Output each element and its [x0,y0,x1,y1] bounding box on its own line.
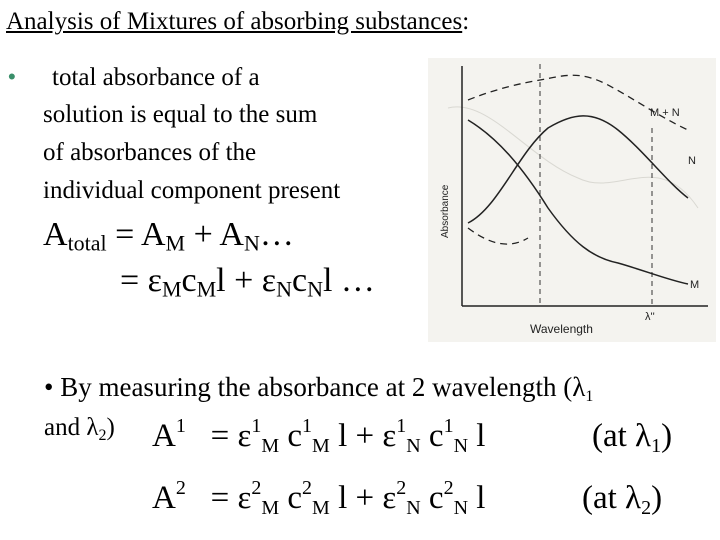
absorbance-spectrum-figure [428,58,716,342]
x-axis-label: Wavelength [530,322,593,336]
title-colon: : [462,8,470,35]
page-title [6,8,469,36]
at-lambda1-label: (at $\lambda_1$) [592,418,673,457]
bullet-line-2: solution is equal to the sum [43,101,318,128]
title-text: Analysis of Mixtures of absorbing substances [6,8,463,35]
bullet2-line-1: • By measuring the absorbance at 2 wavelength ($\lambda_1$ [44,372,594,405]
equation-beer: = $\varepsilon_Mc_Ml + \varepsilon_Nc_Nl$ … [120,262,375,302]
figure-background [428,58,716,342]
bullet-line-1: total absorbance of a [52,64,260,91]
equation-total: $A_{total} = A_M$ + $A_N\dots$ [43,216,294,256]
at-lambda2-label: (at $\lambda_2$) [582,480,663,519]
lambda2-label: λ'' [645,311,655,323]
equation-lambda1: $A^1 = \varepsilon^1_M$ $c^1_M$ $l + \varepsilon^1_N$ $c^1_N$ l [152,415,486,457]
label-m-plus-n: M + N [650,107,680,119]
label-n: N [688,155,696,167]
equation-lambda2: $A^2 = \varepsilon^2_M$ $c^2_M$ $l + \varepsilon^2_N$ $c^2_N$ l [152,477,486,519]
bullet-line-3: of absorbances of the [43,139,257,166]
label-m: M [690,279,700,291]
bullet-marker: • [8,64,16,89]
bullet-line-4: individual component present [43,177,341,204]
y-axis-label: Absorbance [440,184,451,238]
bullet2-line-2: and $\lambda_2$) [44,414,115,444]
